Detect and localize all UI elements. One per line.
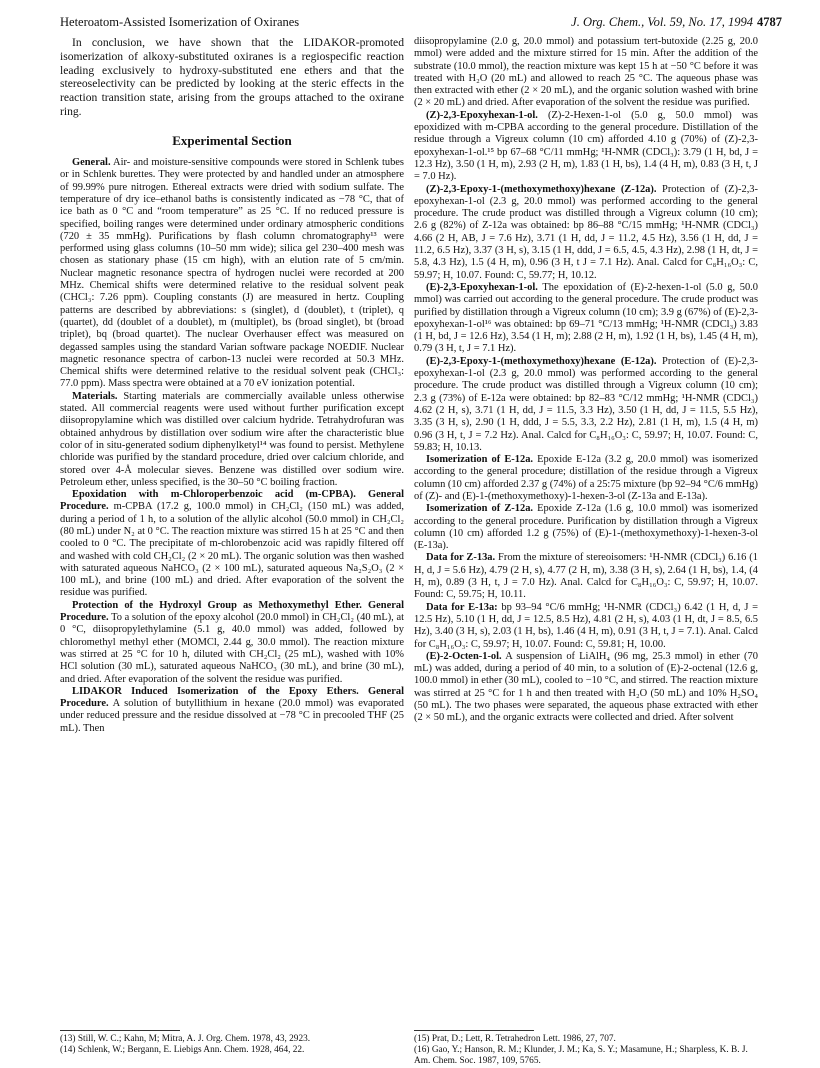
section-title: Experimental Section xyxy=(172,132,292,148)
left-column xyxy=(60,36,404,735)
journal-citation xyxy=(571,15,782,30)
paragraph-body: A suspension of LiAlH₄ (96 mg, 25.3 mmol) in ether (70 mL) was added, during a period of 40 min, to a solution of (E)-2-octenal (12.6 g, 100.0 mmol) in ether (30 mL), cooled to −10 °C, and stirred. The reaction mixture was stirred at 25 °C for 1 h and then treated with H₂O (50 mL) and 10% H₂SO₄ (50 mL). The two phases were separated, the aqueous phase extracted with ether (2 × 50 mL), and the organic extracts were collected and dried. After solvent xyxy=(414,650,758,724)
run-in-heading: (E)-2-Octen-1-ol. xyxy=(426,650,502,662)
run-in-heading: (E)-2,3-Epoxyhexan-1-ol. xyxy=(426,281,538,293)
right-column xyxy=(414,36,758,725)
epoxidation-paragraph xyxy=(60,489,404,600)
footnote-rule xyxy=(414,1030,534,1031)
run-in-heading: Materials. xyxy=(72,390,118,402)
paragraph-body: A solution of butyllithium in hexane (20.0 mmol) was evaporated under reduced pressure and the residue dissolved at −78 °C in precooled THF (25 mL). Then xyxy=(60,698,404,734)
footnote: (15) Prat, D.; Lett, R. Tetrahedron Lett. 1986, 27, 707. xyxy=(414,1034,616,1044)
paragraph-body: Starting materials are commercially available unless otherwise stated. All commercial reagents were used without further purification except diisopropylamine which was distilled over calcium hydride. Tetrahydrofuran was obtained anhydrous by distillation over sodium wire after the characteristic blue color of in situ-generated sodium diphenylketyl¹⁴ was found to persist. Methylene chloride was purified by the standard procedure, dried over calcium chloride, and stored over 4-Å molecular sieves. Benzene was distilled over sodium wire. Petroleum ether, unless specified, is the 30–50 °C boiling fraction. xyxy=(60,390,405,488)
paragraph-body: bp 93–94 °C/6 mmHg; ¹H-NMR (CDCl₃) 6.42 (1 H, d, J = 12.5 Hz), 5.10 (1 H, dd, J = 12.5, 8.5 Hz), 4.81 (2 H, s), 4.03 (1 H, dt, J = 8.5, 6.5 Hz), 3.40 (3 H, s), 2.03 (1 H, bs), 1.46 (4 H, m), 0.91 (3 H, t, J = 7.1). Anal. Calcd for C₈H₁₆O₃: C, 59.97; H, 10.07. Found: C, 59.81; H, 10.00. xyxy=(414,601,759,650)
e-12a-paragraph xyxy=(414,356,758,454)
z-12a-paragraph xyxy=(414,184,758,282)
run-in-heading: (Z)-2,3-Epoxy-1-(methoxymethoxy)hexane (Z-12a). xyxy=(426,183,657,195)
continued-paragraph: diisopropylamine (2.0 g, 20.0 mmol) and potassium tert-butoxide (2.25 g, 20.0 mmol) were added and the mixture stirred for 15 min. After the addition of the substrate (10.0 mmol), the reaction mixture was kept 15 h at −50 °C before it was treated with H₂O (20 mL) and allowed to reach 25 °C. The aqueous phase was then extracted with ether (2 × 20 mL), and the organic solution washed with brine (2 × 20 mL) and dried. After evaporation of the solvent the residue was purified. xyxy=(414,36,758,109)
footnote: (14) Schlenk, W.; Bergann, E. Liebigs Ann. Chem. 1928, 464, 22. xyxy=(60,1045,305,1055)
run-in-heading: General. xyxy=(72,157,111,169)
run-in-heading: Protection of the Hydroxyl Group as Methoxymethyl Ether. General Procedure. xyxy=(60,599,404,624)
paragraph-body: To a solution of the epoxy alcohol (20.0 mmol) in CH₂Cl₂ (40 mL), at 0 °C, diisopropylethylamine (5.1 g, 40.0 mmol) was added, followed by chloromethyl methyl ether (MOMCl, 2.44 g, 30.0 mmol). The reaction mixture was stirred at 25 °C for 10 h, diluted with CH₂Cl₂ (25 mL), washed with 10% HCl solution (30 mL), saturated aqueous NaHCO₃ (30 mL), and brine (30 mL), and dried. After evaporation of the solvent the residue was purified. xyxy=(60,612,404,685)
paragraph-body: (Z)-2-Hexen-1-ol (5.0 g, 50.0 mmol) was epoxidized with m-CPBA according to the general procedure. Distillation of the residue through a Vigreux column (10 cm) afforded 4.10 g (70%) of (Z)-2,3-epoxyhexan-1-ol.¹⁵ bp 67–68 °C/11 mmHg; ¹H-NMR (CDCl₃): 3.79 (1 H, bd, J = 12.3 Hz), 3.50 (1 H, m), 2.93 (2 H, m), 1.83 (1 H, bs), 1.4 (4 H, m), 0.83 (3 H, t, J = 7.0 Hz). xyxy=(414,109,758,183)
run-in-heading: Epoxidation with m-Chloroperbenzoic acid (m-CPBA). General Procedure. xyxy=(60,489,404,513)
octenol-paragraph xyxy=(414,651,758,725)
running-title: Heteroatom-Assisted Isomerization of Oxiranes xyxy=(60,15,300,29)
footnote: (13) Still, W. C.; Kahn, M; Mitra, A. J. Org. Chem. 1978, 43, 2923. xyxy=(60,1034,311,1044)
run-in-heading: LIDAKOR Induced Isomerization of the Epoxy Ethers. General Procedure. xyxy=(60,685,404,710)
paragraph-body: Protection of (Z)-2,3-epoxyhexan-1-ol (2.3 g, 20.0 mmol) was performed according to the general procedure. The crude product was distilled through a Vigreux column (10 cm); 2.6 g (82%) of Z-12a was obtained: bp 86–88 °C/15 mmHg; ¹H-NMR (CDCl₃) 4.66 (2 H, AB, J = 7.6 Hz), 3.71 (1 H, dd, J = 11.2, 4.5 Hz), 3.56 (1 H, dd, J = 11.2, 6.5 Hz), 3.37 (3 H, s), 3.15 (1 H, ddd, J = 6.5, 4.5, 4.3 Hz), 2.98 (1 H, dt, J = 5.8, 4.3 Hz), 1.5 (4 H, m), 0.96 (3 H, t J = 7.1 Hz). Anal. Calcd for C₈H₁₆O₃: C, 59.97; H, 10.07. Found: C, 59.77; H, 10.12. xyxy=(414,183,758,281)
run-in-heading: Isomerization of Z-12a. xyxy=(426,503,534,515)
paragraph-body: m-CPBA (17.2 g, 100.0 mmol) in CH₂Cl₂ (150 mL) was added, during a period of 1 h, to a solution of the allylic alcohol (50.0 mmol) in CH₂Cl₂ (80 mL) under N₂ at 0 °C. The reaction mixture was stirred 15 h at 25 °C and then cooled to 0 °C. The precipitate of m-chlorobenzoic acid was rapidly filtered off and washed with cold CH₂Cl₂ (2 × 20 mL). The organic solution was then washed with saturated aqueous NaHCO₃ (2 × 100 mL), saturated aqueous Na₂S₂O₃ (2 × 100 mL), and brine (100 mL) and dried. After evaporation of the solvent the residue was purified. xyxy=(60,501,405,599)
run-in-heading: Data for Z-13a. xyxy=(426,552,496,564)
run-in-heading: Data for E-13a: xyxy=(426,601,498,613)
paragraph-body: The epoxidation of (E)-2-hexen-1-ol (5.0 g, 50.0 mmol) was carried out according to the general procedure. The crude product was purified by distillation through a Vigreux column (10 cm); 3.9 g (67%) of (E)-2,3-epoxyhexan-1-ol¹⁶ was obtained: bp 69–71 °C/13 mmHg; ¹H-NMR (CDCl₃) 3.83 (1 H, bd, J = 12.6 Hz), 3.54 (1 H, m); 2.88 (2 H, m), 1.92 (1 H, bs), 1.45 (4 H, m), 0.79 (3 H, t, J = 7.1 Hz). xyxy=(414,281,759,355)
isomerization-z-paragraph xyxy=(414,503,758,552)
footnotes-left xyxy=(60,1034,404,1056)
materials-paragraph xyxy=(60,391,404,489)
run-in-heading: (E)-2,3-Epoxy-1-(methoxymethoxy)hexane (E-12a). xyxy=(426,355,657,367)
paragraph-body: Epoxide E-12a (3.2 g, 20.0 mmol) was isomerized according to the general procedure; distillation of the residue through a Vigreux column (10 cm) afforded 2.37 g (74%) of a 25:75 mixture (bp 92–94 °C/6 mmHg) of (Z)- and (E)-1-(methoxymethoxy)-1-hexen-3-ol (Z-13a and E-13a). xyxy=(414,454,759,502)
page-number: 4787 xyxy=(757,15,782,29)
conclusion-paragraph: In conclusion, we have shown that the LIDAKOR-promoted isomerization of alkoxy-substituted oxiranes is a regiospecific reaction leading exclusively to hydroxy-substituted ene ethers and that the stereoselectivity can be predicted by looking at the steric effects in the reaction transition state, arising from the groups attached to the oxirane ring. xyxy=(60,36,404,118)
data-e13a-paragraph xyxy=(414,602,758,651)
general-paragraph xyxy=(60,157,404,391)
footnote-rule xyxy=(60,1030,180,1031)
paragraph-body: Protection of (E)-2,3-epoxyhexan-1-ol (2.3 g, 20.0 mmol) was performed according to the general procedure. The crude product was distilled through a Vigreux column (10 cm); 2.3 g (73%) of E-12a were obtained: bp 82–83 °C/12 mmHg; ¹H-NMR (CDCl₃) 4.62 (2 H, s), 3.71 (1 H, dd, J = 11.5, 3.3 Hz), 3.50 (1 H, dd, J = 11.5, 5.5 Hz), 3.35 (3 H, s), 2.90 (1 H, ddd, J = 5.5, 3.3, 2.2 Hz), 2.81 (1 H, m), 1.5 (4 H, m) 0.96 (3 H, t, J = 7.2 Hz). Anal. Calcd for C₈H₁₆O₃: C, 59.97; H, 10.07. Found: C, 59.83; H, 10.13. xyxy=(414,355,758,453)
paragraph-body: Air- and moisture-sensitive compounds were stored in Schlenk tubes or in Schlenk burettes. They were protected by and handled under an atmosphere of 99.99% pure nitrogen. Ethereal extracts were dried with sodium sulfate. The temperature of dry ice–ethanol baths is consistently indicated as −78 °C, that of ice bath as 0 °C and “room temperature” as 25 °C. If no reduced pressure is specified, boiling ranges were determined under ordinary atmospheric conditions (720 ± 35 mmHg). Purifications by flash column chromatography¹³ were performed using glass columns (10–50 mm wide); silica gel 230–400 mesh was chosen as stationary phase (15 cm high), with an elution rate of 5 cm/min. Nuclear magnetic resonance spectra of hydrogen nuclei were recorded at 200 MHz. Chemical shifts were determined relative to the residual solvent peak (CHCl₃: 7.26 ppm). Coupling constants (J) are measured in hertz. Coupling patterns are described by abbreviations: s (singlet), d (doublet), t (triplet), q (quartet), dd (doublet of a doublet), m (multiplet), bs (broad singlet), bt (broad triplet), bq (broad quartet). The nuclear Overhauser effect was measured on degassed samples using the standard Varian software package NOEDIF. Nuclear magnetic resonance spectra of carbon-13 nuclei were recorded at 50.3 MHz. Chemical shifts were determined relative to the residual solvent peak (CHCl₃: 77.0 ppm). Mass spectra were obtained at a 70 eV ionization potential. xyxy=(60,157,404,390)
paragraph-body: Epoxide Z-12a (1.6 g, 10.0 mmol) was isomerized according to the general procedure. Purification by distillation through a Vigreux column (10 cm) afforded 1.2 g (75%) of (E)-1-(methoxymethoxy)-1-hexen-3-ol (E-13a). xyxy=(414,503,758,552)
run-in-heading: Isomerization of E-12a. xyxy=(426,454,534,466)
z-epoxyhexanol-paragraph xyxy=(414,110,758,184)
data-z13a-paragraph xyxy=(414,552,758,601)
lidakor-paragraph xyxy=(60,686,404,735)
isomerization-e-paragraph xyxy=(414,454,758,503)
footnote: (16) Gao, Y.; Hanson, R. M.; Klunder, J. M.; Ka, S. Y.; Masamune, H.; Sharpless, K. B. J. Am. Chem. Soc. 1987, 109, 5765. xyxy=(414,1045,748,1066)
paragraph-body: From the mixture of stereoisomers: ¹H-NMR (CDCl₃) 6.16 (1 H, d, J = 5.6 Hz), 4.79 (2 H, s), 4.77 (2 H, m), 3.38 (3 H, s), 2.64 (1 H, bs), 1.4, (4 H, m), 0.89 (3 H, t, J = 7.0 Hz). Anal. Calcd for C₈H₁₆O₃: C, 59.97; H, 10.07. Found: C, 59.75; H, 10.11. xyxy=(414,552,759,601)
protection-paragraph xyxy=(60,600,404,686)
journal-volume: J. Org. Chem., Vol. 59, No. 17, 1994 xyxy=(571,15,753,29)
footnotes-right xyxy=(414,1034,758,1067)
run-in-heading: (Z)-2,3-Epoxyhexan-1-ol. xyxy=(426,109,538,121)
e-epoxyhexanol-paragraph xyxy=(414,282,758,356)
